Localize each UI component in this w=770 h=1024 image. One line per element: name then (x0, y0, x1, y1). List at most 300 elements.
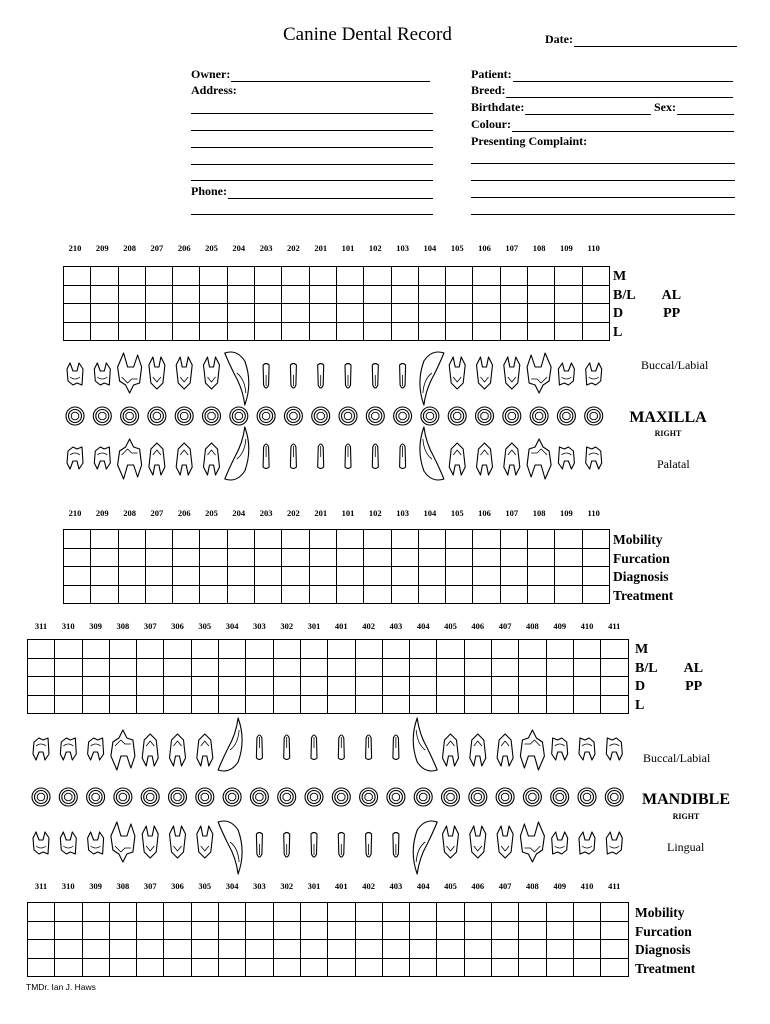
grid-cell[interactable] (200, 304, 227, 323)
grid-cell[interactable] (546, 658, 573, 677)
grid-cell[interactable] (64, 567, 91, 586)
grid-cell[interactable] (91, 548, 118, 567)
grid-cell[interactable] (64, 548, 91, 567)
grid-cell[interactable] (282, 585, 309, 604)
grid-cell[interactable] (601, 903, 628, 922)
grid-cell[interactable] (118, 285, 145, 304)
grid-cell[interactable] (282, 304, 309, 323)
grid-cell[interactable] (473, 304, 500, 323)
grid-cell[interactable] (91, 322, 118, 341)
grid-cell[interactable] (601, 658, 628, 677)
grid-cell[interactable] (391, 285, 418, 304)
phone-line[interactable] (228, 187, 433, 199)
grid-cell[interactable] (191, 640, 218, 659)
grid-cell[interactable] (473, 585, 500, 604)
grid-cell[interactable] (437, 903, 464, 922)
grid-cell[interactable] (164, 677, 191, 696)
grid-cell[interactable] (282, 567, 309, 586)
grid-cell[interactable] (173, 567, 200, 586)
grid-cell[interactable] (446, 304, 473, 323)
grid-cell[interactable] (336, 322, 363, 341)
grid-cell[interactable] (418, 304, 445, 323)
grid-cell[interactable] (464, 958, 491, 977)
grid-cell[interactable] (164, 695, 191, 714)
grid-cell[interactable] (191, 695, 218, 714)
grid-cell[interactable] (355, 940, 382, 959)
grid-cell[interactable] (145, 585, 172, 604)
grid-cell[interactable] (582, 304, 609, 323)
grid-cell[interactable] (309, 567, 336, 586)
grid-cell[interactable] (227, 530, 254, 549)
grid-cell[interactable] (364, 530, 391, 549)
grid-cell[interactable] (492, 921, 519, 940)
grid-cell[interactable] (437, 940, 464, 959)
grid-cell[interactable] (582, 585, 609, 604)
birthdate-field[interactable] (471, 100, 651, 115)
grid-cell[interactable] (145, 567, 172, 586)
grid-cell[interactable] (200, 567, 227, 586)
complaint-line-2[interactable] (471, 180, 735, 181)
grid-cell[interactable] (336, 285, 363, 304)
grid-cell[interactable] (246, 940, 273, 959)
date-field[interactable] (545, 32, 737, 47)
grid-cell[interactable] (328, 640, 355, 659)
grid-cell[interactable] (82, 958, 109, 977)
grid-cell[interactable] (464, 903, 491, 922)
grid-cell[interactable] (164, 903, 191, 922)
grid-cell[interactable] (519, 940, 546, 959)
grid-cell[interactable] (109, 695, 136, 714)
grid-cell[interactable] (91, 267, 118, 286)
grid-cell[interactable] (28, 958, 55, 977)
grid-cell[interactable] (164, 640, 191, 659)
grid-cell[interactable] (227, 585, 254, 604)
grid-cell[interactable] (573, 677, 600, 696)
grid-cell[interactable] (273, 958, 300, 977)
grid-cell[interactable] (255, 585, 282, 604)
grid-cell[interactable] (191, 958, 218, 977)
grid-cell[interactable] (309, 285, 336, 304)
grid-cell[interactable] (246, 958, 273, 977)
grid-cell[interactable] (473, 530, 500, 549)
grid-cell[interactable] (109, 677, 136, 696)
grid-cell[interactable] (191, 903, 218, 922)
breed-line[interactable] (506, 86, 733, 98)
grid-cell[interactable] (255, 548, 282, 567)
grid-cell[interactable] (255, 322, 282, 341)
grid-cell[interactable] (219, 695, 246, 714)
grid-cell[interactable] (309, 548, 336, 567)
grid-cell[interactable] (446, 267, 473, 286)
grid-cell[interactable] (282, 285, 309, 304)
grid-cell[interactable] (364, 585, 391, 604)
grid-cell[interactable] (282, 322, 309, 341)
grid-cell[interactable] (355, 677, 382, 696)
complaint-line-1[interactable] (471, 163, 735, 164)
grid-cell[interactable] (519, 903, 546, 922)
grid-cell[interactable] (601, 921, 628, 940)
grid-cell[interactable] (200, 285, 227, 304)
grid-cell[interactable] (391, 548, 418, 567)
grid-cell[interactable] (500, 548, 527, 567)
grid-cell[interactable] (573, 695, 600, 714)
grid-cell[interactable] (582, 548, 609, 567)
grid-cell[interactable] (309, 304, 336, 323)
grid-cell[interactable] (336, 267, 363, 286)
grid-cell[interactable] (118, 548, 145, 567)
grid-cell[interactable] (191, 921, 218, 940)
grid-cell[interactable] (173, 585, 200, 604)
grid-cell[interactable] (464, 940, 491, 959)
grid-cell[interactable] (300, 903, 327, 922)
grid-cell[interactable] (28, 640, 55, 659)
grid-cell[interactable] (555, 267, 582, 286)
grid-cell[interactable] (118, 267, 145, 286)
grid-cell[interactable] (464, 695, 491, 714)
grid-cell[interactable] (364, 267, 391, 286)
grid-cell[interactable] (64, 585, 91, 604)
grid-cell[interactable] (246, 640, 273, 659)
grid-cell[interactable] (492, 677, 519, 696)
grid-cell[interactable] (137, 903, 164, 922)
grid-cell[interactable] (145, 530, 172, 549)
grid-cell[interactable] (492, 903, 519, 922)
grid-cell[interactable] (410, 921, 437, 940)
grid-cell[interactable] (255, 530, 282, 549)
grid-cell[interactable] (227, 322, 254, 341)
complaint-line-3[interactable] (471, 197, 735, 198)
grid-cell[interactable] (118, 322, 145, 341)
grid-cell[interactable] (109, 658, 136, 677)
grid-cell[interactable] (137, 658, 164, 677)
grid-cell[interactable] (492, 940, 519, 959)
grid-cell[interactable] (492, 958, 519, 977)
grid-cell[interactable] (273, 921, 300, 940)
grid-cell[interactable] (219, 658, 246, 677)
grid-cell[interactable] (309, 530, 336, 549)
grid-cell[interactable] (118, 530, 145, 549)
grid-cell[interactable] (55, 658, 82, 677)
grid-cell[interactable] (137, 677, 164, 696)
grid-cell[interactable] (382, 940, 409, 959)
grid-cell[interactable] (200, 548, 227, 567)
grid-cell[interactable] (300, 940, 327, 959)
breed-field[interactable] (471, 83, 733, 98)
grid-cell[interactable] (519, 640, 546, 659)
grid-cell[interactable] (546, 677, 573, 696)
grid-cell[interactable] (137, 940, 164, 959)
grid-cell[interactable] (418, 567, 445, 586)
patient-field[interactable] (471, 67, 733, 82)
grid-cell[interactable] (437, 640, 464, 659)
grid-cell[interactable] (200, 322, 227, 341)
grid-cell[interactable] (573, 640, 600, 659)
grid-cell[interactable] (492, 695, 519, 714)
grid-cell[interactable] (546, 958, 573, 977)
grid-cell[interactable] (273, 658, 300, 677)
grid-cell[interactable] (573, 658, 600, 677)
grid-cell[interactable] (410, 658, 437, 677)
grid-cell[interactable] (437, 958, 464, 977)
grid-cell[interactable] (528, 267, 555, 286)
grid-cell[interactable] (492, 640, 519, 659)
grid-cell[interactable] (200, 585, 227, 604)
grid-cell[interactable] (191, 658, 218, 677)
grid-cell[interactable] (282, 548, 309, 567)
grid-cell[interactable] (410, 640, 437, 659)
grid-cell[interactable] (437, 695, 464, 714)
owner-line[interactable] (231, 70, 430, 82)
grid-cell[interactable] (273, 903, 300, 922)
grid-cell[interactable] (109, 940, 136, 959)
grid-cell[interactable] (145, 304, 172, 323)
grid-cell[interactable] (109, 903, 136, 922)
grid-cell[interactable] (355, 958, 382, 977)
grid-cell[interactable] (219, 640, 246, 659)
grid-cell[interactable] (55, 903, 82, 922)
grid-cell[interactable] (601, 958, 628, 977)
grid-cell[interactable] (528, 530, 555, 549)
grid-cell[interactable] (255, 567, 282, 586)
grid-cell[interactable] (328, 921, 355, 940)
grid-cell[interactable] (55, 921, 82, 940)
grid-cell[interactable] (164, 940, 191, 959)
grid-cell[interactable] (137, 921, 164, 940)
grid-cell[interactable] (446, 548, 473, 567)
grid-cell[interactable] (137, 640, 164, 659)
grid-cell[interactable] (137, 958, 164, 977)
grid-cell[interactable] (191, 940, 218, 959)
grid-cell[interactable] (391, 530, 418, 549)
grid-cell[interactable] (91, 530, 118, 549)
grid-cell[interactable] (555, 548, 582, 567)
grid-cell[interactable] (500, 530, 527, 549)
grid-cell[interactable] (555, 322, 582, 341)
grid-cell[interactable] (28, 695, 55, 714)
grid-cell[interactable] (364, 285, 391, 304)
mandible-perio-grid[interactable] (27, 639, 629, 714)
grid-cell[interactable] (364, 304, 391, 323)
grid-cell[interactable] (173, 548, 200, 567)
grid-cell[interactable] (500, 285, 527, 304)
grid-cell[interactable] (227, 548, 254, 567)
grid-cell[interactable] (582, 267, 609, 286)
grid-cell[interactable] (519, 958, 546, 977)
grid-cell[interactable] (382, 677, 409, 696)
phone-line-2[interactable] (191, 214, 433, 215)
colour-field[interactable] (471, 117, 734, 132)
grid-cell[interactable] (55, 940, 82, 959)
grid-cell[interactable] (109, 921, 136, 940)
grid-cell[interactable] (382, 958, 409, 977)
grid-cell[interactable] (546, 640, 573, 659)
colour-line[interactable] (512, 120, 734, 132)
grid-cell[interactable] (336, 567, 363, 586)
address-line-2[interactable] (191, 130, 433, 131)
grid-cell[interactable] (500, 567, 527, 586)
grid-cell[interactable] (336, 530, 363, 549)
grid-cell[interactable] (82, 640, 109, 659)
grid-cell[interactable] (391, 304, 418, 323)
grid-cell[interactable] (528, 585, 555, 604)
grid-cell[interactable] (255, 285, 282, 304)
grid-cell[interactable] (219, 677, 246, 696)
grid-cell[interactable] (555, 530, 582, 549)
grid-cell[interactable] (355, 921, 382, 940)
grid-cell[interactable] (227, 267, 254, 286)
grid-cell[interactable] (173, 285, 200, 304)
grid-cell[interactable] (173, 267, 200, 286)
grid-cell[interactable] (246, 921, 273, 940)
grid-cell[interactable] (273, 940, 300, 959)
grid-cell[interactable] (601, 677, 628, 696)
grid-cell[interactable] (246, 695, 273, 714)
grid-cell[interactable] (118, 585, 145, 604)
grid-cell[interactable] (173, 322, 200, 341)
grid-cell[interactable] (255, 267, 282, 286)
grid-cell[interactable] (91, 285, 118, 304)
grid-cell[interactable] (364, 567, 391, 586)
grid-cell[interactable] (355, 658, 382, 677)
grid-cell[interactable] (364, 548, 391, 567)
grid-cell[interactable] (118, 567, 145, 586)
grid-cell[interactable] (418, 322, 445, 341)
grid-cell[interactable] (519, 677, 546, 696)
grid-cell[interactable] (500, 322, 527, 341)
grid-cell[interactable] (601, 940, 628, 959)
grid-cell[interactable] (328, 940, 355, 959)
grid-cell[interactable] (82, 658, 109, 677)
grid-cell[interactable] (473, 285, 500, 304)
grid-cell[interactable] (528, 548, 555, 567)
grid-cell[interactable] (464, 677, 491, 696)
grid-cell[interactable] (555, 585, 582, 604)
grid-cell[interactable] (500, 585, 527, 604)
grid-cell[interactable] (500, 267, 527, 286)
grid-cell[interactable] (309, 322, 336, 341)
grid-cell[interactable] (300, 640, 327, 659)
grid-cell[interactable] (191, 677, 218, 696)
maxilla-perio-grid[interactable] (63, 266, 610, 341)
grid-cell[interactable] (328, 903, 355, 922)
phone-field[interactable] (191, 184, 433, 199)
grid-cell[interactable] (28, 677, 55, 696)
grid-cell[interactable] (55, 640, 82, 659)
grid-cell[interactable] (328, 658, 355, 677)
grid-cell[interactable] (64, 530, 91, 549)
grid-cell[interactable] (473, 267, 500, 286)
grid-cell[interactable] (446, 285, 473, 304)
sex-line[interactable] (677, 103, 734, 115)
grid-cell[interactable] (582, 285, 609, 304)
grid-cell[interactable] (382, 658, 409, 677)
grid-cell[interactable] (473, 548, 500, 567)
grid-cell[interactable] (410, 695, 437, 714)
date-line[interactable] (574, 35, 737, 47)
grid-cell[interactable] (528, 322, 555, 341)
grid-cell[interactable] (446, 585, 473, 604)
grid-cell[interactable] (55, 677, 82, 696)
grid-cell[interactable] (273, 695, 300, 714)
grid-cell[interactable] (546, 695, 573, 714)
grid-cell[interactable] (582, 322, 609, 341)
grid-cell[interactable] (300, 921, 327, 940)
grid-cell[interactable] (273, 640, 300, 659)
grid-cell[interactable] (519, 658, 546, 677)
grid-cell[interactable] (519, 921, 546, 940)
grid-cell[interactable] (555, 567, 582, 586)
grid-cell[interactable] (109, 640, 136, 659)
grid-cell[interactable] (91, 304, 118, 323)
grid-cell[interactable] (55, 695, 82, 714)
grid-cell[interactable] (282, 530, 309, 549)
grid-cell[interactable] (200, 267, 227, 286)
grid-cell[interactable] (28, 903, 55, 922)
grid-cell[interactable] (255, 304, 282, 323)
grid-cell[interactable] (219, 958, 246, 977)
grid-cell[interactable] (528, 567, 555, 586)
grid-cell[interactable] (219, 903, 246, 922)
grid-cell[interactable] (446, 322, 473, 341)
grid-cell[interactable] (437, 921, 464, 940)
grid-cell[interactable] (546, 921, 573, 940)
grid-cell[interactable] (227, 304, 254, 323)
grid-cell[interactable] (410, 677, 437, 696)
maxilla-treatment-grid[interactable] (63, 529, 610, 604)
grid-cell[interactable] (64, 285, 91, 304)
grid-cell[interactable] (309, 267, 336, 286)
grid-cell[interactable] (118, 304, 145, 323)
grid-cell[interactable] (336, 304, 363, 323)
grid-cell[interactable] (573, 903, 600, 922)
grid-cell[interactable] (82, 940, 109, 959)
grid-cell[interactable] (28, 921, 55, 940)
patient-line[interactable] (513, 70, 733, 82)
grid-cell[interactable] (473, 322, 500, 341)
grid-cell[interactable] (418, 530, 445, 549)
grid-cell[interactable] (555, 304, 582, 323)
grid-cell[interactable] (355, 903, 382, 922)
grid-cell[interactable] (391, 585, 418, 604)
grid-cell[interactable] (164, 658, 191, 677)
grid-cell[interactable] (109, 958, 136, 977)
grid-cell[interactable] (282, 267, 309, 286)
owner-field[interactable] (191, 67, 430, 82)
grid-cell[interactable] (173, 530, 200, 549)
grid-cell[interactable] (573, 940, 600, 959)
grid-cell[interactable] (64, 322, 91, 341)
grid-cell[interactable] (137, 695, 164, 714)
grid-cell[interactable] (519, 695, 546, 714)
grid-cell[interactable] (573, 958, 600, 977)
grid-cell[interactable] (464, 640, 491, 659)
grid-cell[interactable] (382, 640, 409, 659)
mandible-treatment-grid[interactable] (27, 902, 629, 977)
grid-cell[interactable] (55, 958, 82, 977)
sex-field[interactable] (654, 100, 734, 115)
grid-cell[interactable] (219, 921, 246, 940)
grid-cell[interactable] (364, 322, 391, 341)
grid-cell[interactable] (473, 567, 500, 586)
grid-cell[interactable] (391, 267, 418, 286)
grid-cell[interactable] (582, 567, 609, 586)
grid-cell[interactable] (300, 658, 327, 677)
grid-cell[interactable] (582, 530, 609, 549)
grid-cell[interactable] (437, 677, 464, 696)
grid-cell[interactable] (382, 921, 409, 940)
grid-cell[interactable] (573, 921, 600, 940)
grid-cell[interactable] (64, 304, 91, 323)
